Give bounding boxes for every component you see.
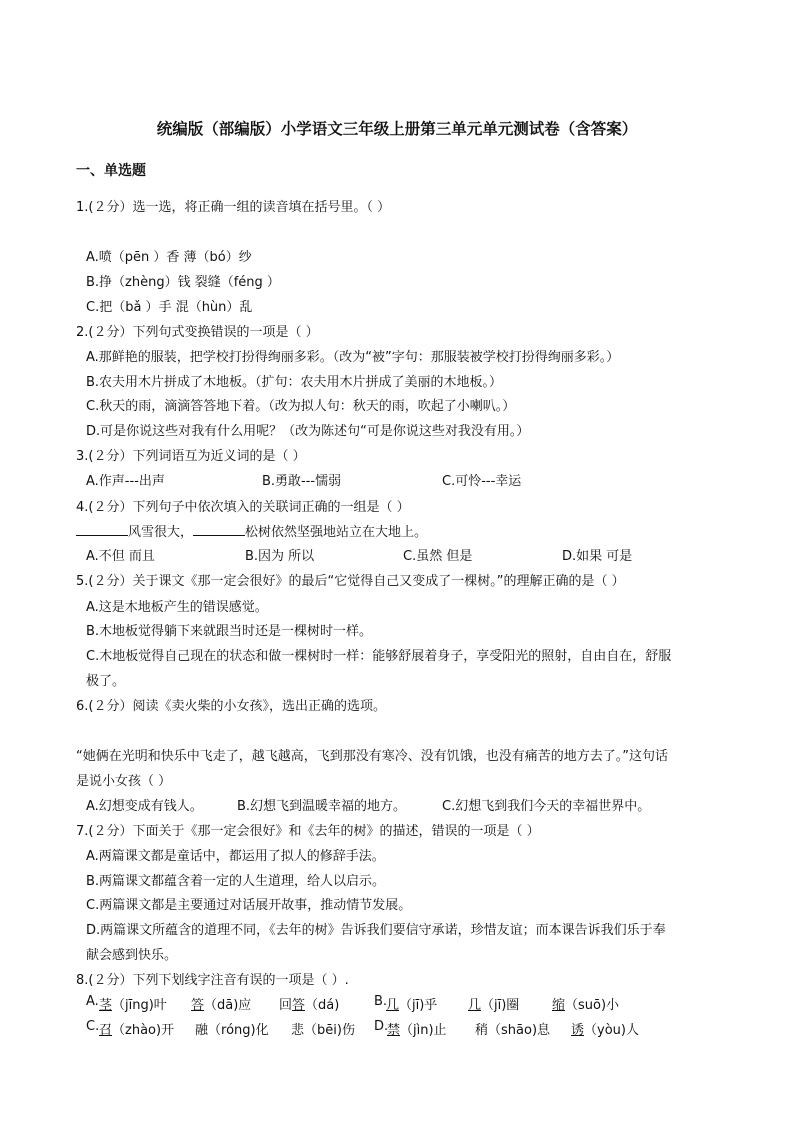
pinyin: （yòu)人 xyxy=(584,1023,639,1038)
underlined-char: 召 xyxy=(99,1023,113,1038)
underlined-char: 禁 xyxy=(387,1023,401,1038)
question-3-option-a: A.作声---出声 xyxy=(86,474,165,489)
plain-char: 融 xyxy=(195,1023,209,1038)
question-6-option-b: B.幻想飞到温暖幸福的地方。 xyxy=(237,799,407,814)
question-8-option-c-word3 xyxy=(291,1019,355,1038)
question-4-sentence-mid: 风雪很大， xyxy=(128,525,194,540)
question-8-option-b-word3 xyxy=(552,994,619,1013)
question-5-stem: 5.(２分）关于课文《那一定会很好》的最后“它觉得自己又变成了一棵树。”的理解正确的是（ ） xyxy=(76,574,625,589)
question-4-sentence xyxy=(76,521,427,540)
question-2-stem: 2.(２分）下列句式变换错误的一项是（ ） xyxy=(76,325,319,340)
question-1-option-c: C.把（bǎ ）手 混（hùn）乱 xyxy=(86,300,253,315)
question-7-option-a: A.两篇课文都是童话中，都运用了拟人的修辞手法。 xyxy=(86,849,385,864)
question-3-option-c: C.可怜---幸运 xyxy=(442,474,522,489)
question-7-option-b: B.两篇课文都蕴含着一定的人生道理，给人以启示。 xyxy=(86,874,386,889)
fill-blank-1[interactable] xyxy=(76,523,128,536)
question-4-stem: 4.(２分）下列句子中依次填入的关联词正确的一组是（ ） xyxy=(76,500,410,515)
question-1-stem: 1.(２分）选一选，将正确一组的读音填在括号里。（ ） xyxy=(76,200,391,215)
underlined-char: 答 xyxy=(292,998,306,1013)
pinyin: （jī)圈 xyxy=(481,998,520,1013)
question-8-option-c-label: C. xyxy=(86,1019,100,1034)
fill-blank-2[interactable] xyxy=(193,523,245,536)
question-6-passage-line1: “她俩在光明和快乐中飞走了，越飞越高，飞到那没有寒冷、没有饥饿，也没有痛苦的地方去了。”这句话 xyxy=(76,749,668,764)
document-title: 统编版（部编版）小学语文三年级上册第三单元单元测试卷（含答案） xyxy=(156,120,638,138)
pinyin: （róng)化 xyxy=(208,1023,269,1038)
question-8-option-d-word2 xyxy=(475,1019,550,1038)
question-3-stem: 3.(２分）下列词语互为近义词的是（ ） xyxy=(76,449,306,464)
question-8-option-d-word3 xyxy=(571,1019,639,1038)
plain-char: 稍 xyxy=(475,1023,489,1038)
question-5-option-c-line2: 极了。 xyxy=(86,674,126,689)
pinyin: （jīng)叶 xyxy=(112,998,167,1013)
question-2-option-a: A.那鲜艳的服装，把学校打扮得绚丽多彩。（改为“被”字句：那服装被学校打扮得绚丽多彩。） xyxy=(86,350,620,365)
question-1-option-a: A.喷（pēn ）香 薄（bó）纱 xyxy=(86,250,252,265)
question-4-option-d: D.如果 可是 xyxy=(562,549,633,564)
question-8-option-a-word2 xyxy=(191,994,251,1013)
question-6-stem: 6.(２分）阅读《卖火柴的小女孩》，选出正确的选项。 xyxy=(76,699,386,714)
question-8-stem: 8.(２分）下列下划线字注音有误的一项是（ ）. xyxy=(76,973,349,988)
question-7-option-d-line1: D.两篇课文所蕴含的道理不同，《去年的树》告诉我们要信守承诺，珍惜友谊；而本课告诉我们乐于奉 xyxy=(86,923,666,938)
underlined-char: 几 xyxy=(386,998,400,1013)
question-5-option-a: A.这是木地板产生的错误感觉。 xyxy=(86,600,268,615)
question-7-option-c: C.两篇课文都是主要通过对话展开故事，推动情节发展。 xyxy=(86,898,412,913)
question-7-stem: 7.(２分）下面关于《那一定会很好》和《去年的树》的描述，错误的一项是（ ） xyxy=(76,824,540,839)
pinyin: （suō)小 xyxy=(565,998,620,1013)
pinyin: （dā)应 xyxy=(204,998,252,1013)
question-7-option-d-line2: 献会感到快乐。 xyxy=(86,948,178,963)
question-6-option-a: A.幻想变成有钱人。 xyxy=(86,799,203,814)
question-4-sentence-end: 松树依然坚强地站立在大地上。 xyxy=(245,525,428,540)
question-6-passage-line2: 是说小女孩（ ） xyxy=(76,774,172,789)
pinyin: （dá) xyxy=(305,998,340,1013)
question-8-option-c-word1 xyxy=(99,1019,174,1038)
question-8-option-a-label: A. xyxy=(86,994,99,1009)
question-2-option-d: D.可是你说这些对我有什么用呢？（改为陈述句“可是你说这些对我没有用。） xyxy=(86,424,530,439)
question-4-option-a: A.不但 而且 xyxy=(86,549,155,564)
pinyin: （bēi)伤 xyxy=(304,1023,355,1038)
question-8-option-c-word2 xyxy=(195,1019,269,1038)
underlined-char: 答 xyxy=(191,998,205,1013)
plain-char: 悲 xyxy=(291,1023,305,1038)
question-8-option-b-word2 xyxy=(468,994,519,1013)
question-5-option-b: B.木地板觉得躺下来就跟当时还是一棵树时一样。 xyxy=(86,624,373,639)
pinyin: （shāo)息 xyxy=(488,1023,551,1038)
question-2-option-c: C.秋天的雨，滴滴答答地下着。（改为拟人句：秋天的雨，吹起了小喇叭。） xyxy=(86,399,516,414)
underlined-char: 诱 xyxy=(571,1023,585,1038)
question-8-option-a-word1 xyxy=(99,994,167,1013)
question-2-option-b: B.农夫用木片拼成了木地板。（扩句：农夫用木片拼成了美丽的木地板。） xyxy=(86,375,503,390)
question-1-option-b: B.挣（zhèng）钱 裂缝（féng ） xyxy=(86,275,280,290)
question-8-option-b-word1 xyxy=(386,994,437,1013)
pinyin: （zhào)开 xyxy=(112,1023,175,1038)
underlined-char: 几 xyxy=(468,998,482,1013)
underlined-char: 茎 xyxy=(99,998,113,1013)
question-4-option-c: C.虽然 但是 xyxy=(403,549,473,564)
section-heading: 一、单选题 xyxy=(76,163,146,179)
question-8-option-b-label: B. xyxy=(374,994,388,1009)
question-8-option-d-label: D. xyxy=(374,1019,389,1034)
question-4-option-b: B.因为 所以 xyxy=(245,549,315,564)
pinyin: （jìn)止 xyxy=(400,1023,447,1038)
plain-char: 回 xyxy=(279,998,293,1013)
question-3-option-b: B.勇敢---懦弱 xyxy=(262,474,342,489)
question-8-option-d-word1 xyxy=(387,1019,447,1038)
underlined-char: 缩 xyxy=(552,998,566,1013)
pinyin: （jī)乎 xyxy=(399,998,438,1013)
question-8-option-a-word3 xyxy=(279,994,339,1013)
question-5-option-c-line1: C.木地板觉得自己现在的状态和做一棵树时一样：能够舒展着身子，享受阳光的照射，自由自在，舒服 xyxy=(86,649,672,664)
question-6-option-c: C.幻想飞到我们今天的幸福世界中。 xyxy=(442,799,651,814)
